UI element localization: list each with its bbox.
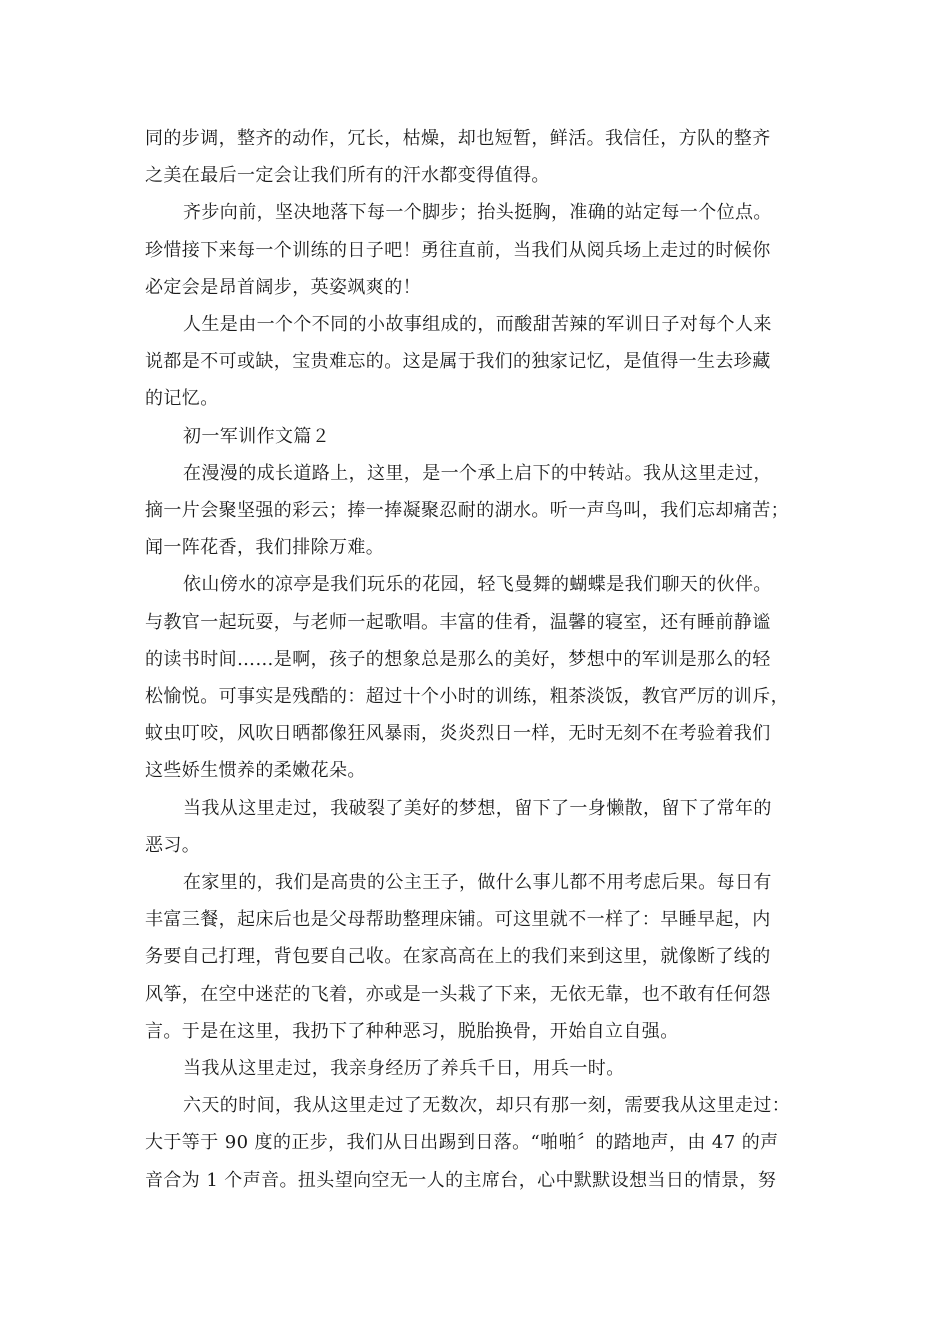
text-line: 依山傍水的凉亭是我们玩乐的花园，轻飞曼舞的蝴蝶是我们聊天的伙伴。 (183, 574, 772, 596)
text-line: 六天的时间，我从这里走过了无数次，却只有那一刻，需要我从这里走过： (183, 1095, 791, 1117)
text-line: 风筝，在空中迷茫的飞着，亦或是一头栽了下来，无依无靠，也不敢有任何怨 (145, 983, 771, 1005)
text-line: 初一军训作文篇２ (183, 425, 331, 447)
text-line: 在家里的，我们是高贵的公主王子，做什么事儿都不用考虑后果。每日有 (183, 872, 772, 894)
text-line: 同的步调，整齐的动作，冗长，枯燥，却也短暂，鲜活。我信任，方队的整齐 (145, 128, 771, 149)
paragraph (145, 864, 805, 1050)
text-line: 与教官一起玩耍，与老师一起歌唱。丰富的佳肴，温馨的寝室，还有睡前静谧 (145, 611, 771, 633)
text-line: 珍惜接下来每一个训练的日子吧！勇往直前，当我们从阅兵场上走过的时候你 (145, 239, 771, 261)
paragraph (145, 306, 805, 418)
text-line: 当我从这里走过，我破裂了美好的梦想，留下了一身懒散，留下了常年的 (183, 797, 772, 819)
text-line: 必定会是昂首阔步，英姿飒爽的！ (145, 276, 421, 298)
text-line: 的记忆。 (145, 388, 219, 410)
text-line: 音合为 1 个声音。扭头望向空无一人的主席台，心中默默设想当日的情景，努 (145, 1169, 777, 1191)
text-line: 之美在最后一定会让我们所有的汗水都变得值得。 (145, 165, 550, 187)
text-line: 当我从这里走过，我亲身经历了养兵千日，用兵一时。 (183, 1058, 625, 1080)
paragraph (145, 418, 805, 455)
text-line: 说都是不可或缺，宝贵难忘的。这是属于我们的独家记忆，是值得一生去珍藏 (145, 351, 771, 373)
paragraph (145, 1050, 805, 1087)
text-line: 务要自己打理，背包要自己收。在家高高在上的我们来到这里，就像断了线的 (145, 946, 771, 968)
text-line: 丰富三餐，起床后也是父母帮助整理床铺。可这里就不一样了：早睡早起，内 (145, 909, 771, 931)
text-line: 恶习。 (145, 834, 201, 856)
text-line: 人生是由一个个不同的小故事组成的，而酸甜苦辣的军训日子对每个人来 (183, 314, 772, 336)
text-line: 蚊虫叮咬，风吹日晒都像狂风暴雨，炎炎烈日一样，无时无刻不在考验着我们 (145, 723, 771, 745)
text-line: 在漫漫的成长道路上，这里，是一个承上启下的中转站。我从这里走过， (183, 462, 772, 484)
paragraph (145, 790, 805, 864)
document-body (145, 120, 805, 1199)
text-line: 闻一阵花香，我们排除万难。 (145, 537, 385, 559)
text-line: 言。于是在这里，我扔下了种种恶习，脱胎换骨，开始自立自强。 (145, 1020, 679, 1042)
paragraph (145, 1087, 805, 1199)
text-line: 齐步向前，坚决地落下每一个脚步；抬头挺胸，准确的站定每一个位点。 (183, 202, 772, 224)
text-line: 松愉悦。可事实是残酷的：超过十个小时的训练，粗茶淡饭，教官严厉的训斥， (145, 686, 789, 708)
text-line: 大于等于 90 度的正步，我们从日出踢到日落。“啪啪〞的踏地声，由 47 的声 (145, 1132, 779, 1154)
paragraph (145, 120, 805, 194)
paragraph (145, 455, 805, 567)
text-line: 摘一片会聚坚强的彩云；捧一捧凝聚忍耐的湖水。听一声鸟叫，我们忘却痛苦； (145, 500, 789, 522)
paragraph (145, 194, 805, 306)
paragraph (145, 566, 805, 789)
text-line: 的读书时间……是啊，孩子的想象总是那么的美好，梦想中的军训是那么的轻 (145, 648, 771, 670)
text-line: 这些娇生惯养的柔嫩花朵。 (145, 760, 366, 782)
